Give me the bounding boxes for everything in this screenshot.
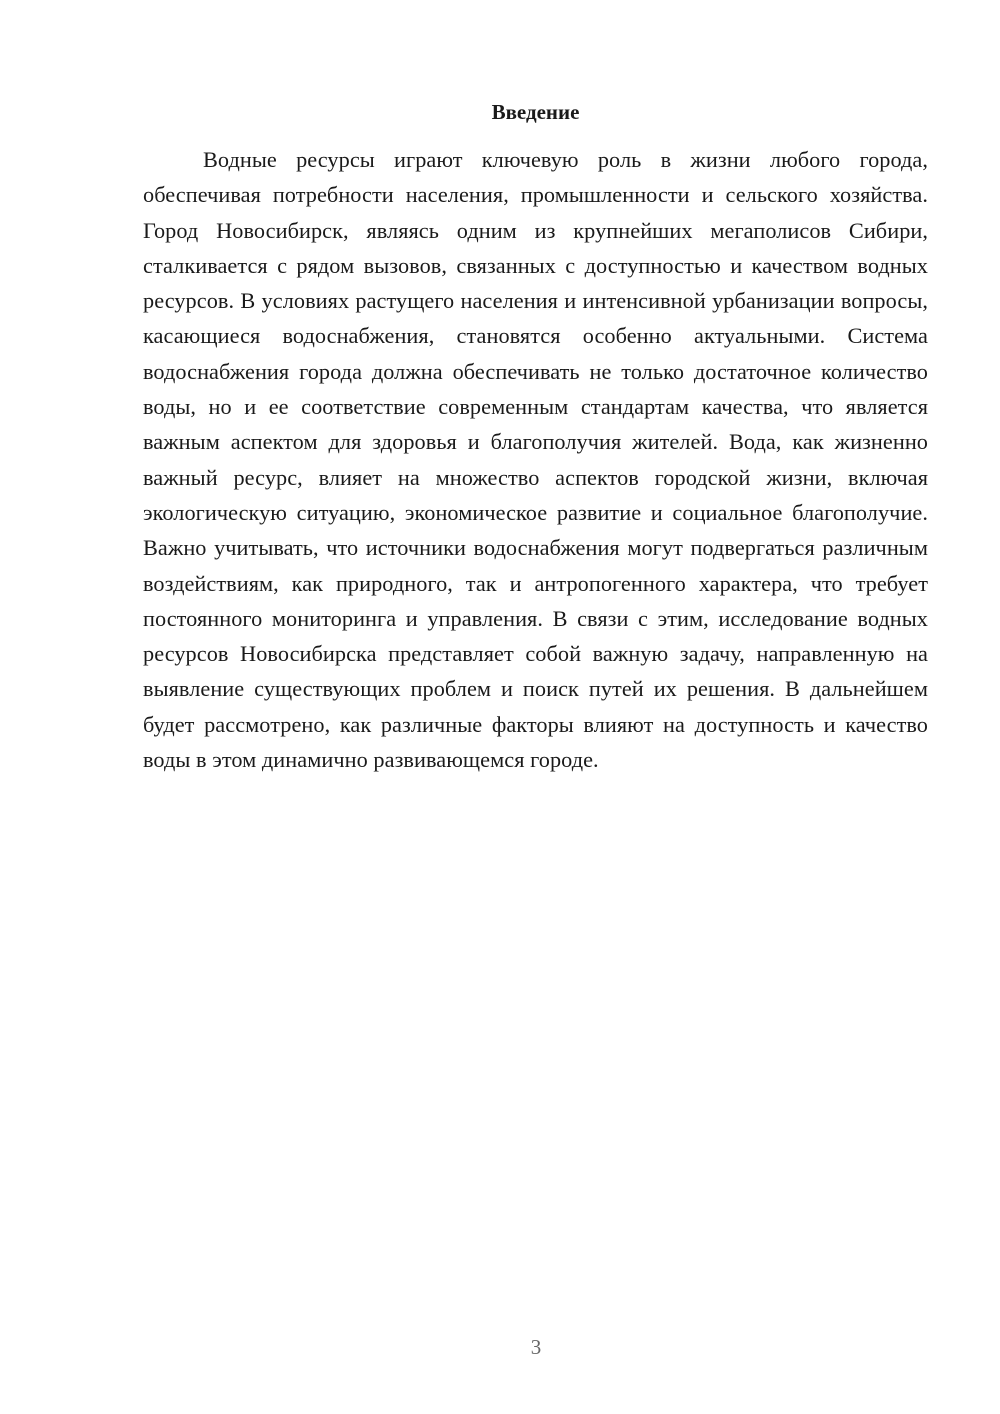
body-paragraph: Водные ресурсы играют ключевую роль в жизни любого города, обеспечивая потребности населения, промышленности и сельского хозяйства. Город Новосибирск, являясь одним из крупнейших мегаполисов Сибири, сталкивается с рядом вызовов, связанных с доступностью и качеством водных ресурсов. В условиях растущего населения и интенсивной урбанизации вопросы, касающиеся водоснабжения, становятся особенно актуальными. Система водоснабжения города должна обеспечивать не только достаточное количество воды, но и ее соответствие современным стандартам качества, что является важным аспектом для здоровья и благополучия жителей. Вода, как жизненно важный ресурс, влияет на множество аспектов городской жизни, включая экологическую ситуацию, экономическое развитие и социальное благополучие. Важно учитывать, что источники водоснабжения могут подвергаться различным воздействиям, как природного, так и антропогенного характера, что требует постоянного мониторинга и управления. В связи с этим, исследование водных ресурсов Новосибирска представляет собой важную задачу, направленную на выявление существующих проблем и поиск путей их решения. В дальнейшем будет рассмотрено, как различные факторы влияют на доступность и качество воды в этом динамично развивающемся городе. [143, 147, 928, 773]
section-title: Введение [491, 100, 580, 124]
page-number: 3 [530, 1335, 542, 1359]
